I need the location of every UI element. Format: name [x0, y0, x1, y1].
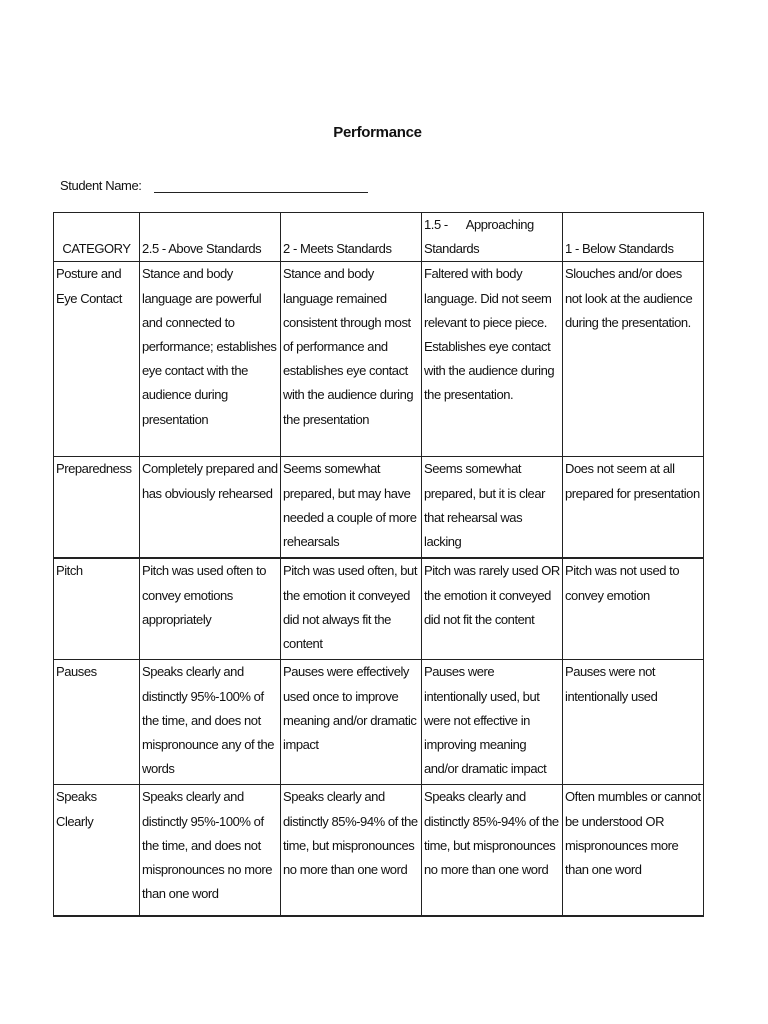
table-cell: Stance and body language remained consistent through most of performance and establishes eye contact with the audience during the presentation	[281, 262, 422, 457]
table-cell: Pitch was not used to convey emotion	[563, 558, 704, 660]
table-cell: Speaks clearly and distinctly 85%-94% of the time, but mispronounces no more than one word	[422, 785, 563, 917]
page-title: Performance	[333, 124, 422, 141]
header-category: CATEGORY	[54, 213, 140, 262]
header-meets-standards: 2 - Meets Standards	[281, 213, 422, 262]
table-cell: Speaks clearly and distinctly 85%-94% of the time, but mispronounces no more than one word	[281, 785, 422, 917]
table-cell: Slouches and/or does not look at the audience during the presentation.	[563, 262, 704, 457]
table-cell: Seems somewhat prepared, but may have needed a couple of more rehearsals	[281, 457, 422, 559]
table-row	[54, 660, 704, 785]
table-cell: Speaks clearly and distinctly 95%-100% of the time, and does not mispronounces no more than one word	[140, 785, 281, 917]
student-name-label: Student Name:	[60, 178, 142, 193]
table-cell: Pauses were not intentionally used	[563, 660, 704, 785]
header-above-standards: 2.5 - Above Standards	[140, 213, 281, 262]
table-cell: Pitch was used often, but the emotion it conveyed did not always fit the content	[281, 558, 422, 660]
category-cell: Speaks Clearly	[54, 785, 140, 917]
header-approaching-bottom: Standards	[424, 241, 480, 257]
header-approaching-standards	[422, 213, 563, 262]
category-cell: Pauses	[54, 660, 140, 785]
table-cell: Completely prepared and has obviously rehearsed	[140, 457, 281, 559]
student-name-blank-line	[154, 178, 368, 193]
category-cell: Posture and Eye Contact	[54, 262, 140, 457]
table-cell: Pauses were intentionally used, but were not effective in improving meaning and/or dramatic impact	[422, 660, 563, 785]
table-cell: Does not seem at all prepared for presentation	[563, 457, 704, 559]
table-cell: Pauses were effectively used once to improve meaning and/or dramatic impact	[281, 660, 422, 785]
table-row	[54, 558, 704, 660]
table-cell: Pitch was rarely used OR the emotion it conveyed did not fit the content	[422, 558, 563, 660]
table-row	[54, 457, 704, 559]
table-cell: Seems somewhat prepared, but it is clear that rehearsal was lacking	[422, 457, 563, 559]
category-cell: Pitch	[54, 558, 140, 660]
student-name-row	[60, 178, 368, 193]
table-cell: Speaks clearly and distinctly 95%-100% of the time, and does not mispronounce any of the words	[140, 660, 281, 785]
header-below-standards: 1 - Below Standards	[563, 213, 704, 262]
rubric-table	[53, 212, 704, 917]
table-cell: Faltered with body language. Did not seem relevant to piece piece. Establishes eye contact with the audience during the presentation.	[422, 262, 563, 457]
table-row	[54, 785, 704, 917]
category-cell: Preparedness	[54, 457, 140, 559]
header-row	[54, 213, 704, 262]
table-row	[54, 262, 704, 457]
table-cell: Stance and body language are powerful and connected to performance; establishes eye contact with the audience during presentation	[140, 262, 281, 457]
table-cell: Often mumbles or cannot be understood OR mispronounces more than one word	[563, 785, 704, 917]
header-approaching-score: 1.5 -	[424, 217, 448, 232]
header-approaching-word: Approaching	[465, 217, 534, 232]
header-approaching-top	[424, 213, 560, 237]
table-cell: Pitch was used often to convey emotions appropriately	[140, 558, 281, 660]
